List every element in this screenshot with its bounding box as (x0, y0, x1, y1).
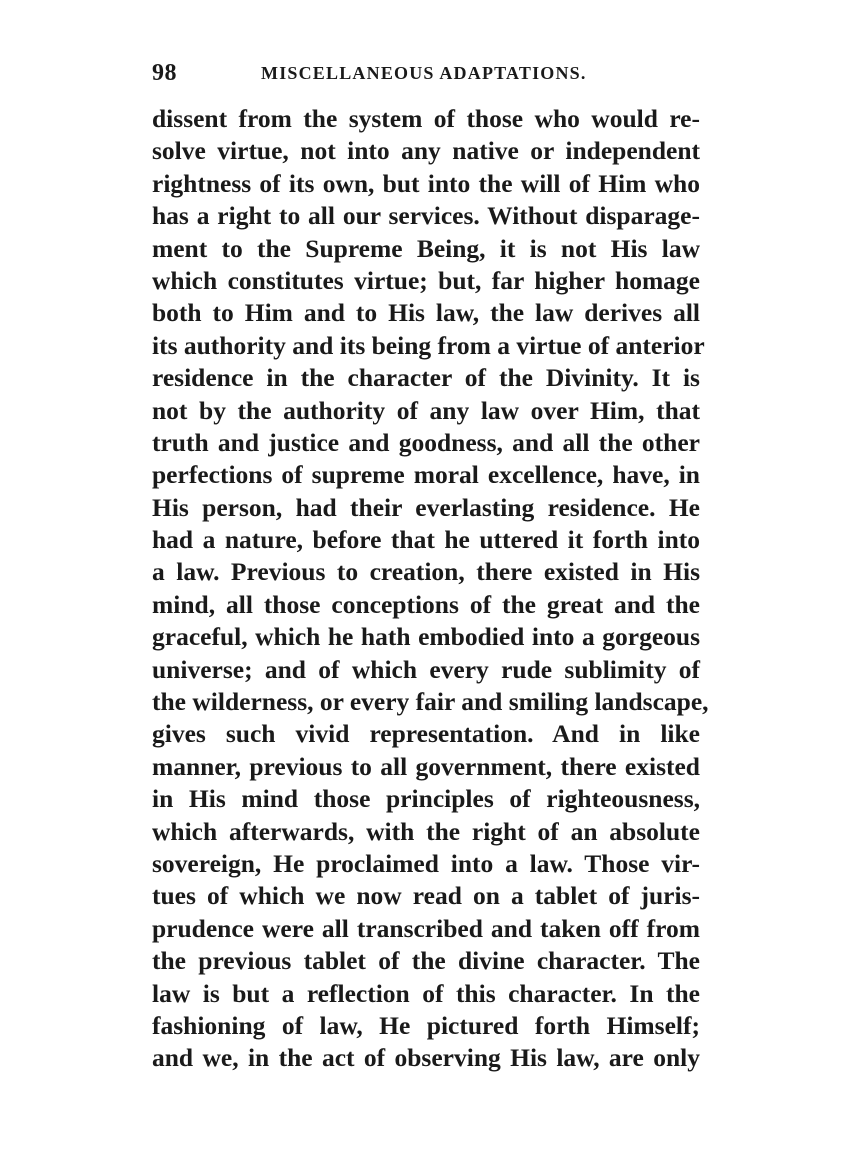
running-title: MISCELLANEOUS ADAPTATIONS. (261, 63, 587, 83)
text-line: has a right to all our services. Without disparage- (152, 201, 700, 231)
text-line: ment to the Supreme Being, it is not His law (152, 233, 700, 263)
text-line: mind, all those conceptions of the great and the (152, 589, 700, 619)
text-line: sovereign, He proclaimed into a law. Those vir- (152, 848, 700, 878)
text-line: which constitutes virtue; but, far higher homage (152, 265, 700, 295)
page-number: 98 (152, 60, 177, 86)
text-line: not by the authority of any law over Him, that (152, 395, 700, 425)
text-line: its authority and its being from a virtue of anterior (152, 330, 705, 360)
text-line: gives such vivid representation. And in like (152, 719, 700, 749)
text-line: which afterwards, with the right of an absolute (152, 816, 700, 846)
text-line: rightness of its own, but into the will of Him who (152, 168, 700, 198)
text-line: dissent from the system of those who would re- (152, 104, 700, 133)
text-line: and we, in the act of observing His law, are only (152, 1043, 700, 1073)
text-line: solve virtue, not into any native or independent (152, 136, 700, 166)
text-line: the wilderness, or every fair and smiling landscape, (152, 687, 709, 717)
text-line: fashioning of law, He pictured forth Himself; (152, 1010, 700, 1040)
text-line: universe; and of which every rude sublimity of (152, 654, 700, 684)
text-line: both to Him and to His law, the law derives all (152, 298, 700, 328)
running-head (152, 60, 700, 90)
text-line: prudence were all transcribed and taken off from (152, 913, 700, 943)
text-line: the previous tablet of the divine character. The (152, 946, 700, 976)
text-line: graceful, which he hath embodied into a gorgeous (152, 622, 700, 652)
text-line: His person, had their everlasting residence. He (152, 492, 700, 522)
text-line: had a nature, before that he uttered it forth into (152, 525, 700, 555)
text-line: law is but a reflection of this character. In the (152, 978, 700, 1008)
text-line: truth and justice and goodness, and all the other (152, 427, 700, 457)
text-line: manner, previous to all government, there existed (152, 751, 700, 781)
body-text (152, 103, 709, 1075)
text-line: tues of which we now read on a tablet of juris- (152, 881, 700, 911)
text-line: a law. Previous to creation, there existed in His (152, 557, 700, 587)
text-line: residence in the character of the Divinity. It is (152, 363, 700, 393)
text-line: in His mind those principles of righteousness, (152, 784, 700, 814)
text-line: perfections of supreme moral excellence, have, in (152, 460, 700, 490)
